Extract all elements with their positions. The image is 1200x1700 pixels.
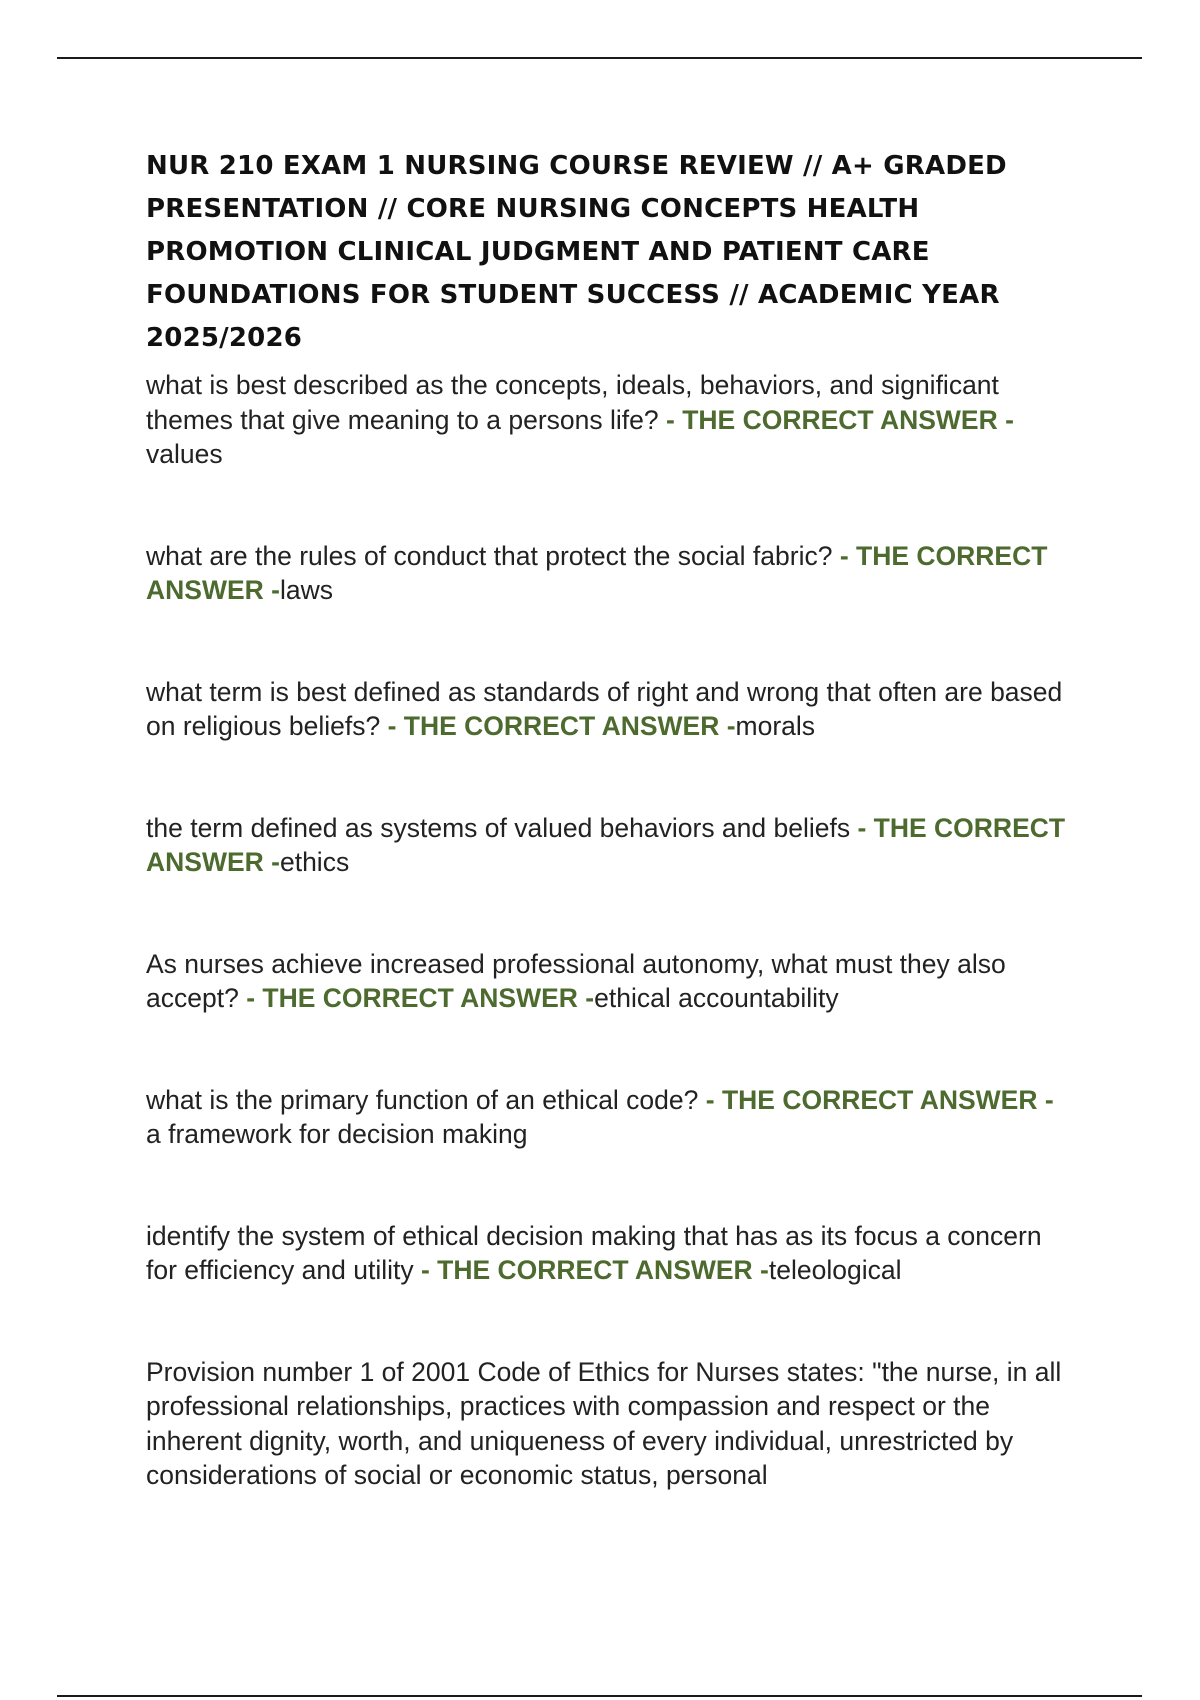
answer-marker: - THE CORRECT ANSWER - <box>146 540 1048 605</box>
question-text: As nurses achieve increased professional autonomy, what must they also accept? <box>146 948 1006 1013</box>
answer-text: morals <box>735 711 816 741</box>
qa-item <box>146 811 1066 880</box>
answer-marker: - THE CORRECT ANSWER - <box>420 1255 769 1285</box>
qa-item <box>146 1083 1066 1152</box>
question-text: identify the system of ethical decision making that has as its focus a concern for efficiency and utility <box>146 1220 1042 1285</box>
qa-item <box>146 539 1066 608</box>
answer-text: ethics <box>279 847 350 877</box>
answer-marker: - THE CORRECT ANSWER - <box>246 983 595 1013</box>
top-rule <box>57 57 1142 59</box>
answer-text: ethical accountability <box>594 983 839 1013</box>
qa-item <box>146 675 1066 744</box>
answer-text: teleological <box>768 1255 902 1285</box>
answer-marker: - THE CORRECT ANSWER - <box>666 404 1014 435</box>
question-text: Provision number 1 of 2001 Code of Ethics for Nurses states: "the nurse, in all professional relationships, practices with compassion and respect or the inherent dignity, worth, and uniqueness of every individual, unrestricted by considerations of social or economic status, personal <box>146 1356 1062 1490</box>
qa-item <box>146 1219 1066 1288</box>
qa-item <box>146 368 1066 472</box>
question-text: what is best described as the concepts, ideals, behaviors, and significant themes that give meaning to a persons life? <box>146 370 999 435</box>
bottom-rule <box>57 1695 1142 1697</box>
answer-marker: - THE CORRECT ANSWER - <box>705 1084 1054 1115</box>
question-text: what term is best defined as standards of right and wrong that often are based on religious beliefs? <box>146 676 1063 741</box>
question-text: what are the rules of conduct that protect the social fabric? <box>146 540 833 571</box>
answer-text: values <box>146 439 223 469</box>
answer-text: laws <box>279 575 333 605</box>
document-body <box>146 145 1066 1493</box>
question-text: what is the primary function of an ethical code? <box>146 1084 699 1115</box>
answer-marker: - THE CORRECT ANSWER - <box>387 711 736 741</box>
qa-item <box>146 947 1066 1016</box>
document-title: NUR 210 EXAM 1 NURSING COURSE REVIEW // A+ GRADED PRESENTATION // CORE NURSING CONCEPTS HEALTH PROMOTION CLINICAL JUDGMENT AND PATIENT CARE FOUNDATIONS FOR STUDENT SUCCESS // ACADEMIC YEAR 2025/2026 <box>146 151 1007 353</box>
qa-item <box>146 1355 1066 1493</box>
answer-marker: - THE CORRECT ANSWER - <box>146 812 1066 877</box>
answer-text: a framework for decision making <box>146 1119 528 1149</box>
question-text: the term defined as systems of valued behaviors and beliefs <box>146 812 851 843</box>
